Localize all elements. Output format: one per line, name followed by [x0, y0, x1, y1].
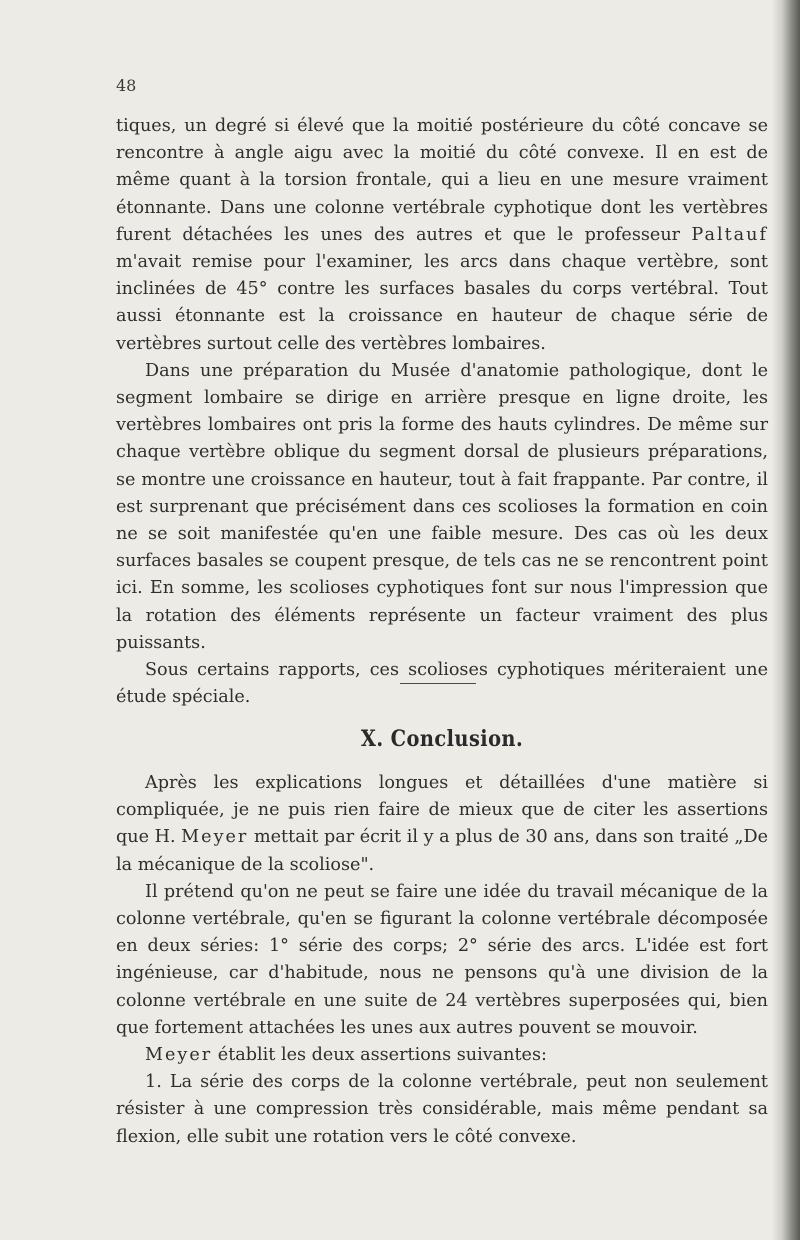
text-block-before-heading: [116, 113, 768, 711]
paragraph: [116, 657, 768, 711]
text-run: Dans une préparation du Musée d'anatomie pathologique, dont le segment lombaire se dirige en arrière presque en ligne droite, les vertèbres lombaires ont pris la forme des hauts cylindres. De même sur chaque vertèbre oblique du segment dorsal de plusieurs préparations, se montre une croissance en hauteur, tout à fait frappante. Par contre, il est surprenant que précisément dans ces scolioses la formation en coin ne se soit manifestée qu'en une faible mesure. Des cas où les deux surfaces basales se coupent presque, de tels cas ne se rencontrent point ici. En somme, les scolioses cyphotiques font sur nous l'impression que la rotation des éléments représente un facteur vraiment des plus puissants.: [116, 360, 768, 653]
section-divider: [400, 683, 476, 684]
paragraph: [116, 1042, 768, 1069]
author-name-meyer: Meyer: [145, 1045, 213, 1066]
text-run: m'avait remise pour l'examiner, les arcs dans chaque vertèbre, sont inclinées de 45° contre les surfaces basales du corps vertébral. Tout aussi étonnante est la croissance en hauteur de chaque série de vertèbres surtout celle des vertèbres lombaires.: [116, 252, 768, 354]
page-edge-shadow: [772, 0, 800, 1240]
paragraph: [116, 770, 768, 879]
text-run: tiques, un degré si élevé que la moitié postérieure du côté concave se rencontre à angle aigu avec la moitié du côté convexe. Il en est de même quant à la torsion frontale, qui a lieu en une mesure vraiment étonnante. Dans une colonne vertébrale cyphotique dont les vertèbres furent détachées les unes des autres et que le professeur: [116, 116, 768, 245]
text-run: Il prétend qu'on ne peut se faire une idée du travail mécanique de la colonne vertébrale, qu'en se figurant la colonne vertébrale décomposée en deux séries: 1° série des corps; 2° série des arcs. L'idée est fort ingénieuse, car d'habitude, nous ne pensons qu'à une division de la colonne vertébrale en une suite de 24 vertèbres superposées qui, bien que fortement attachées les unes aux autres pouvent se mouvoir.: [116, 881, 768, 1038]
paragraph: [116, 113, 768, 358]
section-heading: X. Conclusion.: [360, 726, 524, 752]
author-name-meyer: Meyer: [181, 827, 249, 848]
paragraph: [116, 879, 768, 1042]
text-run: mettait par écrit il y a plus de 30 ans, dans son traité „De la mécanique de la scoliose".: [116, 827, 768, 875]
author-name-paltauf: Paltauf: [691, 224, 768, 245]
paragraph: [116, 358, 768, 657]
text-run: 1. La série des corps de la colonne vertébrale, peut non seulement résister à une compression très considérable, mais même pendant sa flexion, elle subit une rotation vers le côté convexe.: [116, 1072, 768, 1147]
text-run: établit les deux assertions suivantes:: [212, 1045, 547, 1066]
text-block-after-heading: [116, 770, 768, 1151]
paragraph: [116, 1069, 768, 1151]
text-run: Après les explications longues et détaillées d'une matière si compliquée, je ne puis rien faire de mieux que de citer les assertions que H.: [116, 773, 768, 848]
text-run: Sous certains rapports, ces scolioses cyphotiques mériteraient une étude spéciale.: [116, 660, 768, 708]
page-number: 48: [116, 76, 137, 95]
